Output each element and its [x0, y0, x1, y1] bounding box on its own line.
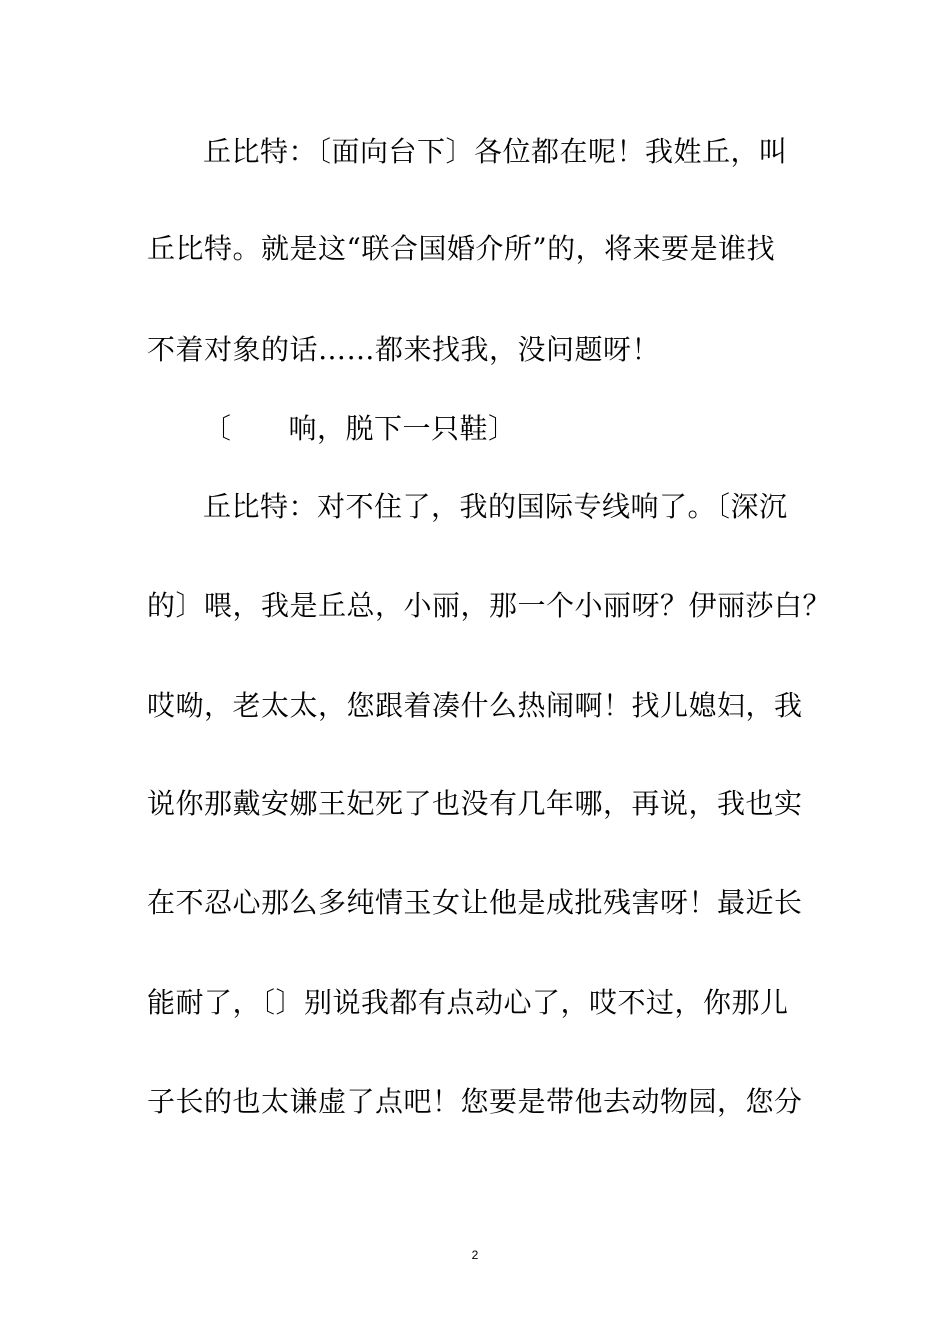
- speech-line-1: 丘比特：〔面向台下〕各位都在呢！我姓丘，叫: [203, 135, 788, 168]
- speech-line-3: 不着对象的话……都来找我，没问题呀！: [147, 333, 661, 366]
- speech-line-9: 能耐了，〔〕别说我都有点动心了，哎不过，你那儿: [147, 986, 789, 1019]
- speech-line-7: 说你那戴安娜王妃死了也没有几年哪，再说，我也实: [147, 787, 803, 820]
- speech-line-2: 丘比特。就是这“联合国婚介所”的，将来要是谁找: [147, 232, 776, 265]
- speech-line-5: 的〕喂，我是丘总，小丽，那一个小丽呀？伊丽莎白？: [147, 589, 832, 622]
- speech-line-4: 丘比特：对不住了，我的国际专线响了。〔深沉: [203, 490, 788, 523]
- stage-direction: 〔 响，脱下一只鞋〕: [203, 412, 517, 445]
- speech-line-6: 哎呦，老太太，您跟着凑什么热闹啊！找儿媳妇，我: [147, 689, 803, 722]
- page-number: 2: [471, 1248, 479, 1262]
- speech-line-8: 在不忍心那么多纯情玉女让他是成批残害呀！最近长: [147, 886, 803, 919]
- speech-line-10: 子长的也太谦虚了点吧！您要是带他去动物园，您分: [147, 1085, 803, 1118]
